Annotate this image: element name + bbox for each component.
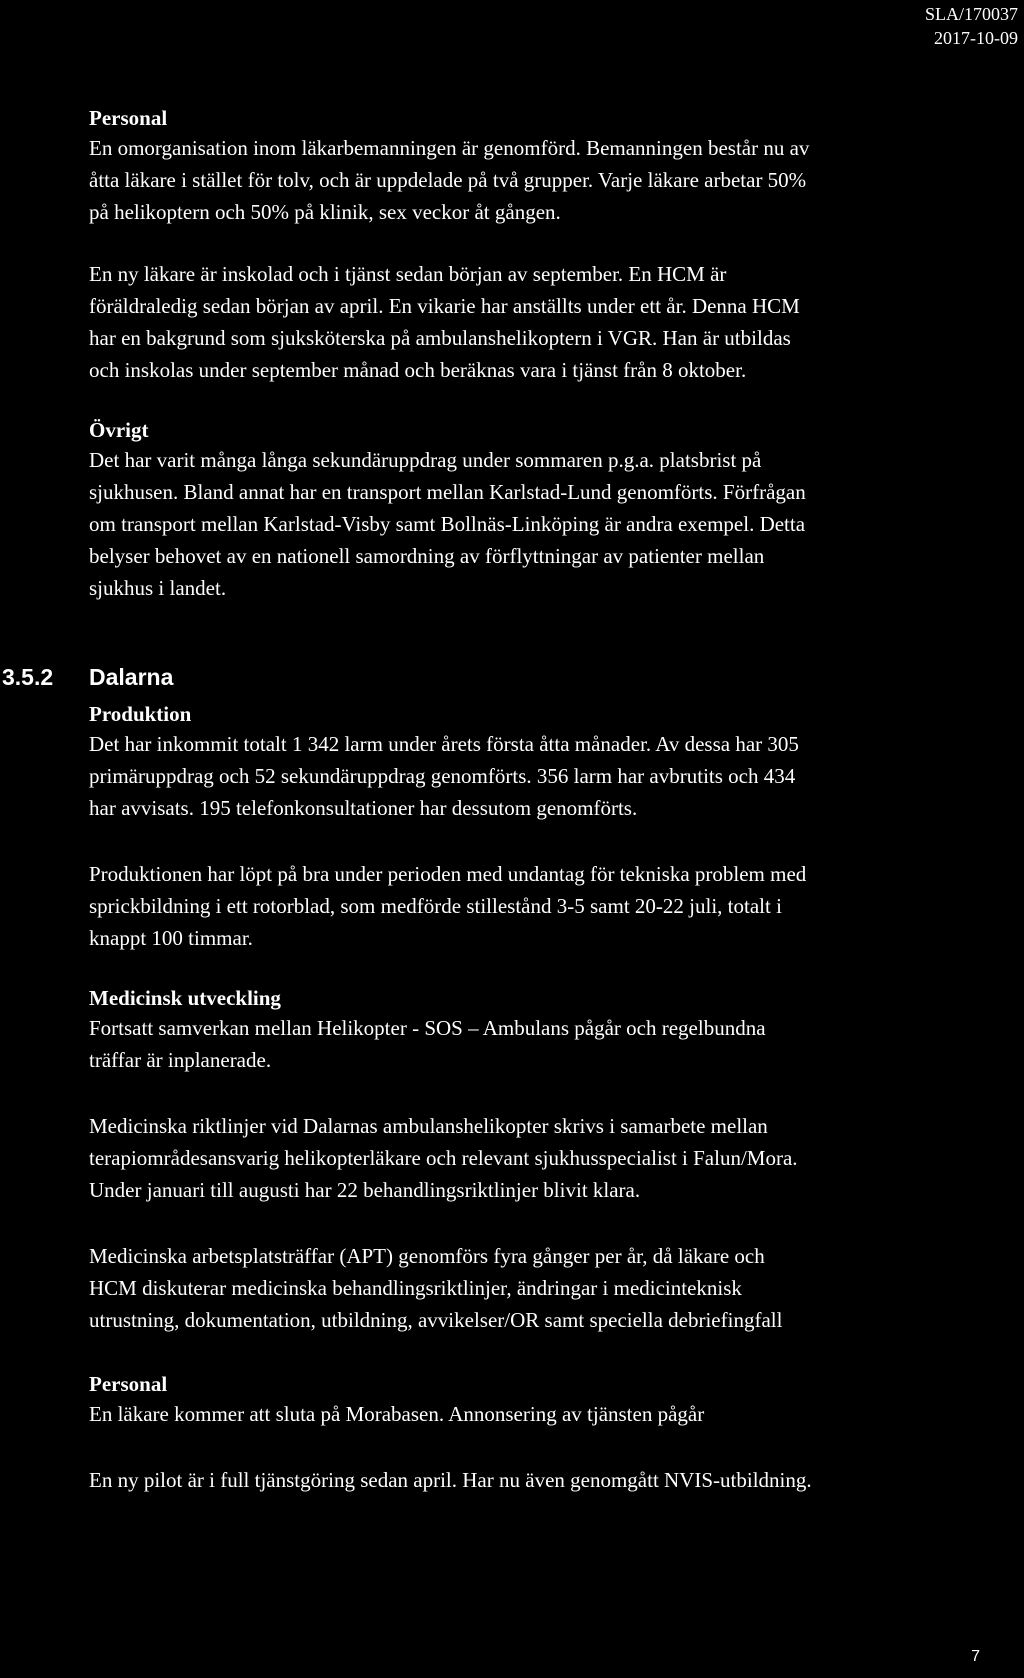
personal-paragraph-4: En ny pilot är i full tjänstgöring sedan april. Har nu även genomgått NVIS-utbildning. bbox=[89, 1468, 812, 1492]
medicinsk-utveckling-heading: Medicinsk utveckling bbox=[89, 986, 281, 1010]
personal-heading: Personal bbox=[89, 106, 168, 130]
page-number: 7 bbox=[971, 1648, 980, 1665]
personal-paragraph-1: En omorganisation inom läkarbemanningen är genomförd. Bemanningen består nu av åtta läkare i stället för tolv, och är uppdelade på två grupper. Varje läkare arbetar 50% på helikoptern och 50% på klinik, sex veckor åt gången. bbox=[89, 136, 810, 224]
produktion-paragraph-2: Produktionen har löpt på bra under perioden med undantag för tekniska problem med sprickbildning i ett rotorblad, som medförde stillestånd 3-5 samt 20-22 juli, totalt i knappt 100 timmar. bbox=[89, 862, 807, 950]
ovrigt-heading: Övrigt bbox=[89, 418, 149, 442]
produktion-heading: Produktion bbox=[89, 702, 192, 726]
page-content bbox=[2, 104, 999, 1496]
section-number: 3.5.2 bbox=[2, 664, 54, 690]
personal-heading-2: Personal bbox=[89, 1372, 168, 1396]
document-reference: SLA/170037 bbox=[924, 4, 1018, 24]
ovrigt-paragraph: Det har varit många långa sekundäruppdrag under sommaren p.g.a. platsbrist på sjukhusen. Bland annat har en transport mellan Karlstad-Lund genomförts. Förfrågan om transport mellan Karlstad-Visby samt Bollnäs-Linköping är andra exempel. Detta belyser behovet av en nationell samordning av förflyttningar av patienter mellan sjukhus i landet. bbox=[89, 448, 806, 600]
medicinsk-paragraph-2: Medicinska riktlinjer vid Dalarnas ambulanshelikopter skrivs i samarbete mellan terapiområdesansvarig helikopterläkare och relevant sjukhusspecialist i Falun/Mora. Under januari till augusti har 22 behandlingsriktlinjer blivit klara. bbox=[89, 1114, 798, 1202]
medicinsk-paragraph-3: Medicinska arbetsplatsträffar (APT) genomförs fyra gånger per år, då läkare och HCM diskuterar medicinska behandlingsriktlinjer, ändringar i medicinteknisk utrustning, dokumentation, utbildning, avvikelser/OR samt speciella debriefingfall bbox=[89, 1244, 783, 1332]
section-title: Dalarna bbox=[89, 664, 174, 690]
personal-paragraph-2: En ny läkare är inskolad och i tjänst sedan början av september. En HCM är föräldraledig sedan början av april. En vikarie har anställts under ett år. Denna HCM har en bakgrund som sjuksköterska på ambulanshelikoptern i VGR. Han är utbildas och inskolas under september månad och beräknas vara i tjänst från 8 oktober. bbox=[89, 262, 800, 382]
personal-paragraph-3: En läkare kommer att sluta på Morabasen. Annonsering av tjänsten pågår bbox=[89, 1402, 705, 1426]
medicinsk-paragraph-1: Fortsatt samverkan mellan Helikopter - SOS – Ambulans pågår och regelbundna träffar är inplanerade. bbox=[89, 1016, 766, 1072]
produktion-paragraph-1: Det har inkommit totalt 1 342 larm under årets första åtta månader. Av dessa har 305 primäruppdrag och 52 sekundäruppdrag genomförts. 356 larm har avbrutits och 434 har avvisats. 195 telefonkonsultationer har dessutom genomförts. bbox=[89, 732, 799, 820]
section-heading bbox=[2, 662, 999, 692]
document-date: 2017-10-09 bbox=[934, 28, 1018, 48]
document-header bbox=[925, 2, 1018, 50]
